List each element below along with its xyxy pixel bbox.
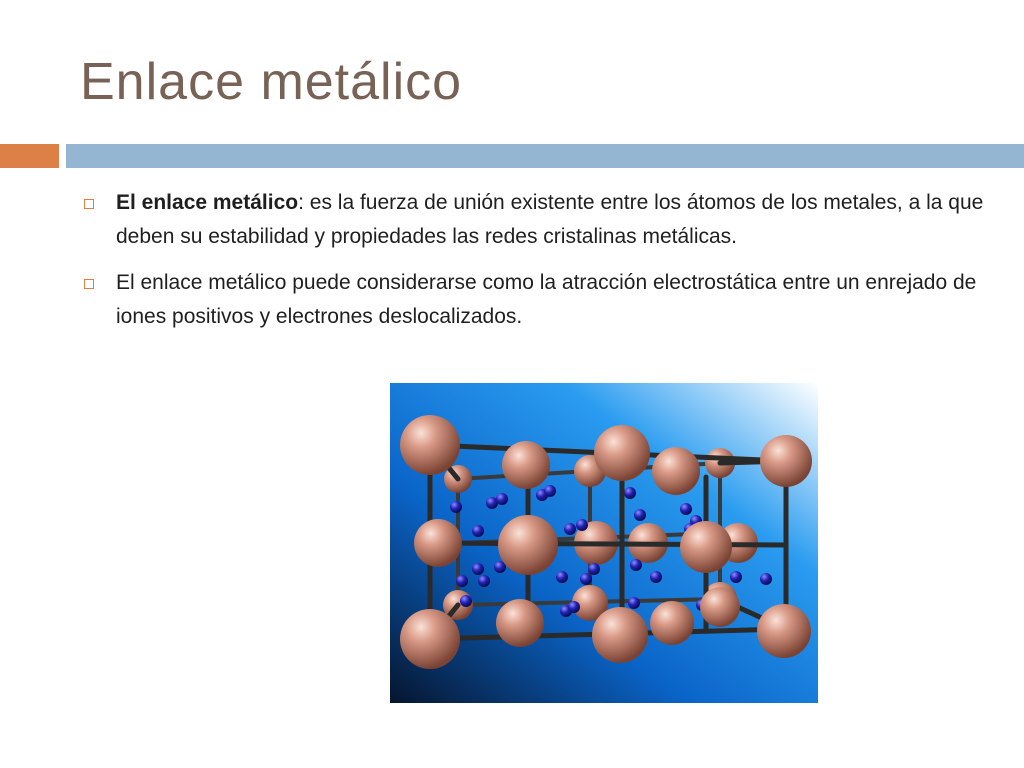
square-bullet-icon: [84, 199, 94, 209]
bullet-text: : es la fuerza de unión existente entre los átomos de los metales, a la que deben su estabilidad y propiedades las redes cristalinas metálicas.: [116, 191, 984, 248]
bullet-text: El enlace metálico puede considerarse como la atracción electrostática entre un enrejado de iones positivos y electrones deslocalizados.: [116, 271, 977, 328]
bullet-item-description: [84, 266, 984, 334]
square-bullet-icon: [84, 279, 94, 289]
accent-bar-blue: [66, 144, 1024, 168]
slide-title: Enlace metálico: [80, 53, 463, 111]
bullet-bold-term: El enlace metálico: [116, 191, 299, 214]
metallic-lattice-image: [390, 383, 818, 703]
bullet-item-definition: [84, 186, 984, 254]
accent-bar-orange: [0, 144, 59, 168]
bullet-list: [84, 186, 984, 346]
